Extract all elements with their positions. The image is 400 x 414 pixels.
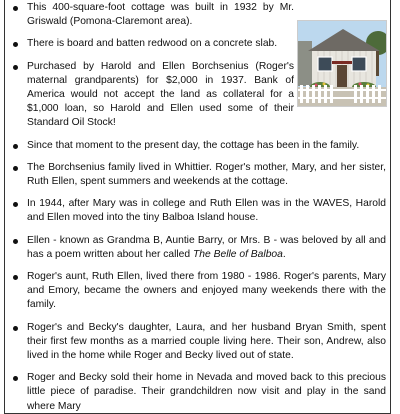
list-item-text: This 400-square-foot cottage was built in 1932 by Mr. Griswald (Pomona-Claremont area).	[27, 2, 294, 28]
list-item	[8, 161, 386, 189]
list-item-text: In 1944, after Mary was in college and Ruth Ellen was in the WAVES, Harold and Ellen moved into the tiny Balboa Island house.	[27, 198, 386, 224]
bullet-icon	[13, 275, 18, 280]
list-item-text: Since that moment to the present day, the cottage has been in the family.	[27, 139, 360, 151]
bullet-icon	[13, 42, 18, 47]
list-item	[8, 321, 386, 364]
list-item-text: Roger's and Becky's daughter, Laura, and her husband Bryan Smith, spent their first few months as a married couple living here. Their son, Andrew, also lived in the home while Roger and Becky lived out of state.	[27, 321, 386, 362]
list-item	[8, 270, 386, 313]
bullet-icon	[13, 6, 18, 11]
list-item	[8, 1, 294, 29]
bullet-icon	[13, 202, 18, 207]
list-item-text: Roger and Becky sold their home in Nevada and moved back to this precious little piece of paradise. Their grandchildren now visit and play in the sand where Mary	[27, 372, 386, 412]
bullet-icon	[13, 65, 18, 70]
bullet-icon	[13, 166, 18, 171]
belle-text-prefix: Ellen - known as Grandma B, Auntie Barry, or Mrs. B - was beloved by all and has a poem written about her called	[27, 234, 386, 260]
list-item	[8, 371, 386, 414]
bullet-icon	[13, 144, 18, 149]
list-item	[8, 139, 386, 153]
list-item	[8, 197, 386, 225]
list-item-text: Purchased by Harold and Ellen Borchsenius (Roger's maternal grandparents) for $2,000 in 1937. Bank of America would not accept the land as collateral for a $1,000 loan, so Harold and Ellen used some of their Standard Oil Stock!	[27, 60, 294, 129]
list-item	[8, 37, 294, 51]
list-item-text: The Borchsenius family lived in Whittier. Roger's mother, Mary, and her sister, Ruth Ellen, spent summers and weekends at the cottage.	[27, 161, 386, 188]
poem-title: The Belle of Balboa	[193, 248, 283, 260]
list-item-text: There is board and batten redwood on a concrete slab.	[27, 38, 278, 50]
history-bullet-list	[8, 1, 386, 414]
list-item	[8, 60, 294, 131]
bullet-icon	[13, 326, 18, 331]
list-item	[8, 234, 386, 262]
bullet-icon	[13, 239, 18, 244]
belle-text-suffix: .	[282, 248, 286, 260]
bullet-icon	[13, 376, 18, 381]
document-page	[4, 0, 391, 414]
list-item-text: Roger's aunt, Ruth Ellen, lived there from 1980 - 1986. Roger's parents, Mary and Emory, became the owners and enjoyed many weekends there with the family.	[27, 271, 386, 311]
